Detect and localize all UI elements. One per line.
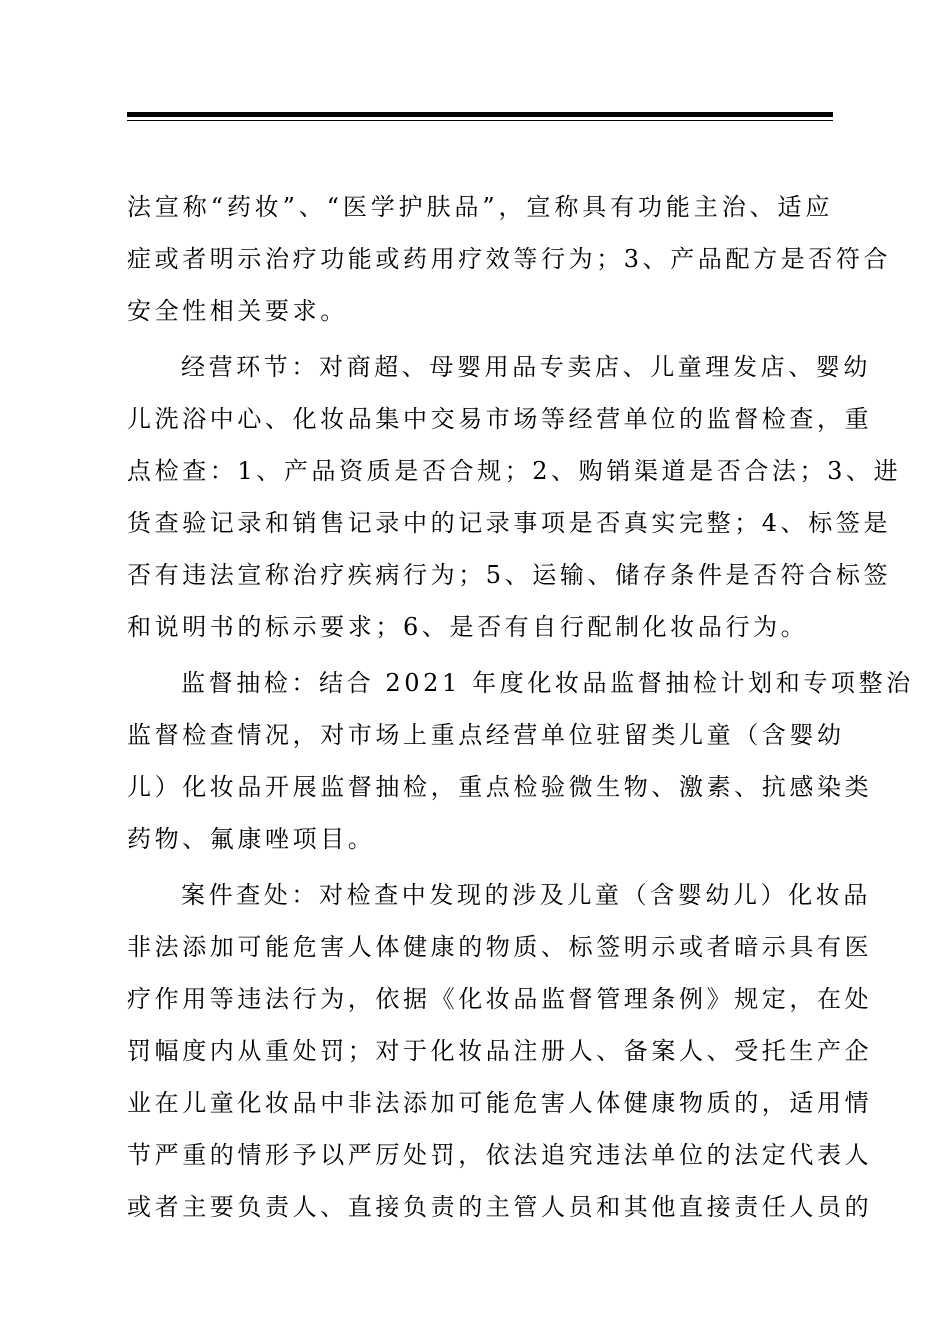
document-body: [127, 181, 914, 1233]
text-line: 罚幅度内从重处罚；对于化妆品注册人、备案人、受托生产企: [127, 1037, 873, 1065]
text-line: 儿）化妆品开展监督抽检，重点检验微生物、激素、抗感染类: [127, 773, 873, 801]
paragraph-operation-stage: [127, 341, 902, 653]
text-line: 或者主要负责人、直接负责的主管人员和其他直接责任人员的: [127, 1193, 873, 1221]
text-line: 法宣称“药妆”、“医学护肤品”，宣称具有功能主治、适应: [127, 193, 833, 221]
header-rule-thick: [127, 112, 833, 117]
text-line: 和说明书的标示要求；6、是否有自行配制化妆品行为。: [127, 613, 809, 641]
text-line: 经营环节：对商超、母婴用品专卖店、儿童理发店、婴幼: [181, 353, 871, 381]
text-line: 药物、氟康唑项目。: [127, 825, 376, 853]
text-line: 儿洗浴中心、化妆品集中交易市场等经营单位的监督检查，重: [127, 405, 873, 433]
text-line: 业在儿童化妆品中非法添加可能危害人体健康物质的，适用情: [127, 1089, 873, 1117]
text-line: 非法添加可能危害人体健康的物质、标签明示或者暗示具有医: [127, 933, 873, 961]
text-line: 监督抽检：结合 2021 年度化妆品监督抽检计划和专项整治: [181, 669, 914, 697]
text-line: 疗作用等违法行为，依据《化妆品监督管理条例》规定，在处: [127, 985, 873, 1013]
text-line: 货查验记录和销售记录中的记录事项是否真实完整；4、标签是: [127, 509, 892, 537]
paragraph-continuation: [127, 181, 892, 337]
text-line: 安全性相关要求。: [127, 297, 348, 325]
text-line: 案件查处：对检查中发现的涉及儿童（含婴幼儿）化妆品: [181, 881, 871, 909]
text-line: 症或者明示治疗功能或药用疗效等行为；3、产品配方是否符合: [127, 245, 892, 273]
text-line: 节严重的情形予以严厉处罚，依法追究违法单位的法定代表人: [127, 1141, 873, 1169]
text-line: 否有违法宣称治疗疾病行为；5、运输、储存条件是否符合标签: [127, 561, 892, 589]
header-rule-thin: [127, 120, 833, 121]
paragraph-case-investigation: [127, 869, 873, 1233]
text-line: 监督检查情况，对市场上重点经营单位驻留类儿童（含婴幼: [127, 721, 845, 749]
paragraph-supervision-sampling: [127, 657, 914, 865]
text-line: 点检查：1、产品资质是否合规；2、购销渠道是否合法；3、进: [127, 457, 902, 485]
